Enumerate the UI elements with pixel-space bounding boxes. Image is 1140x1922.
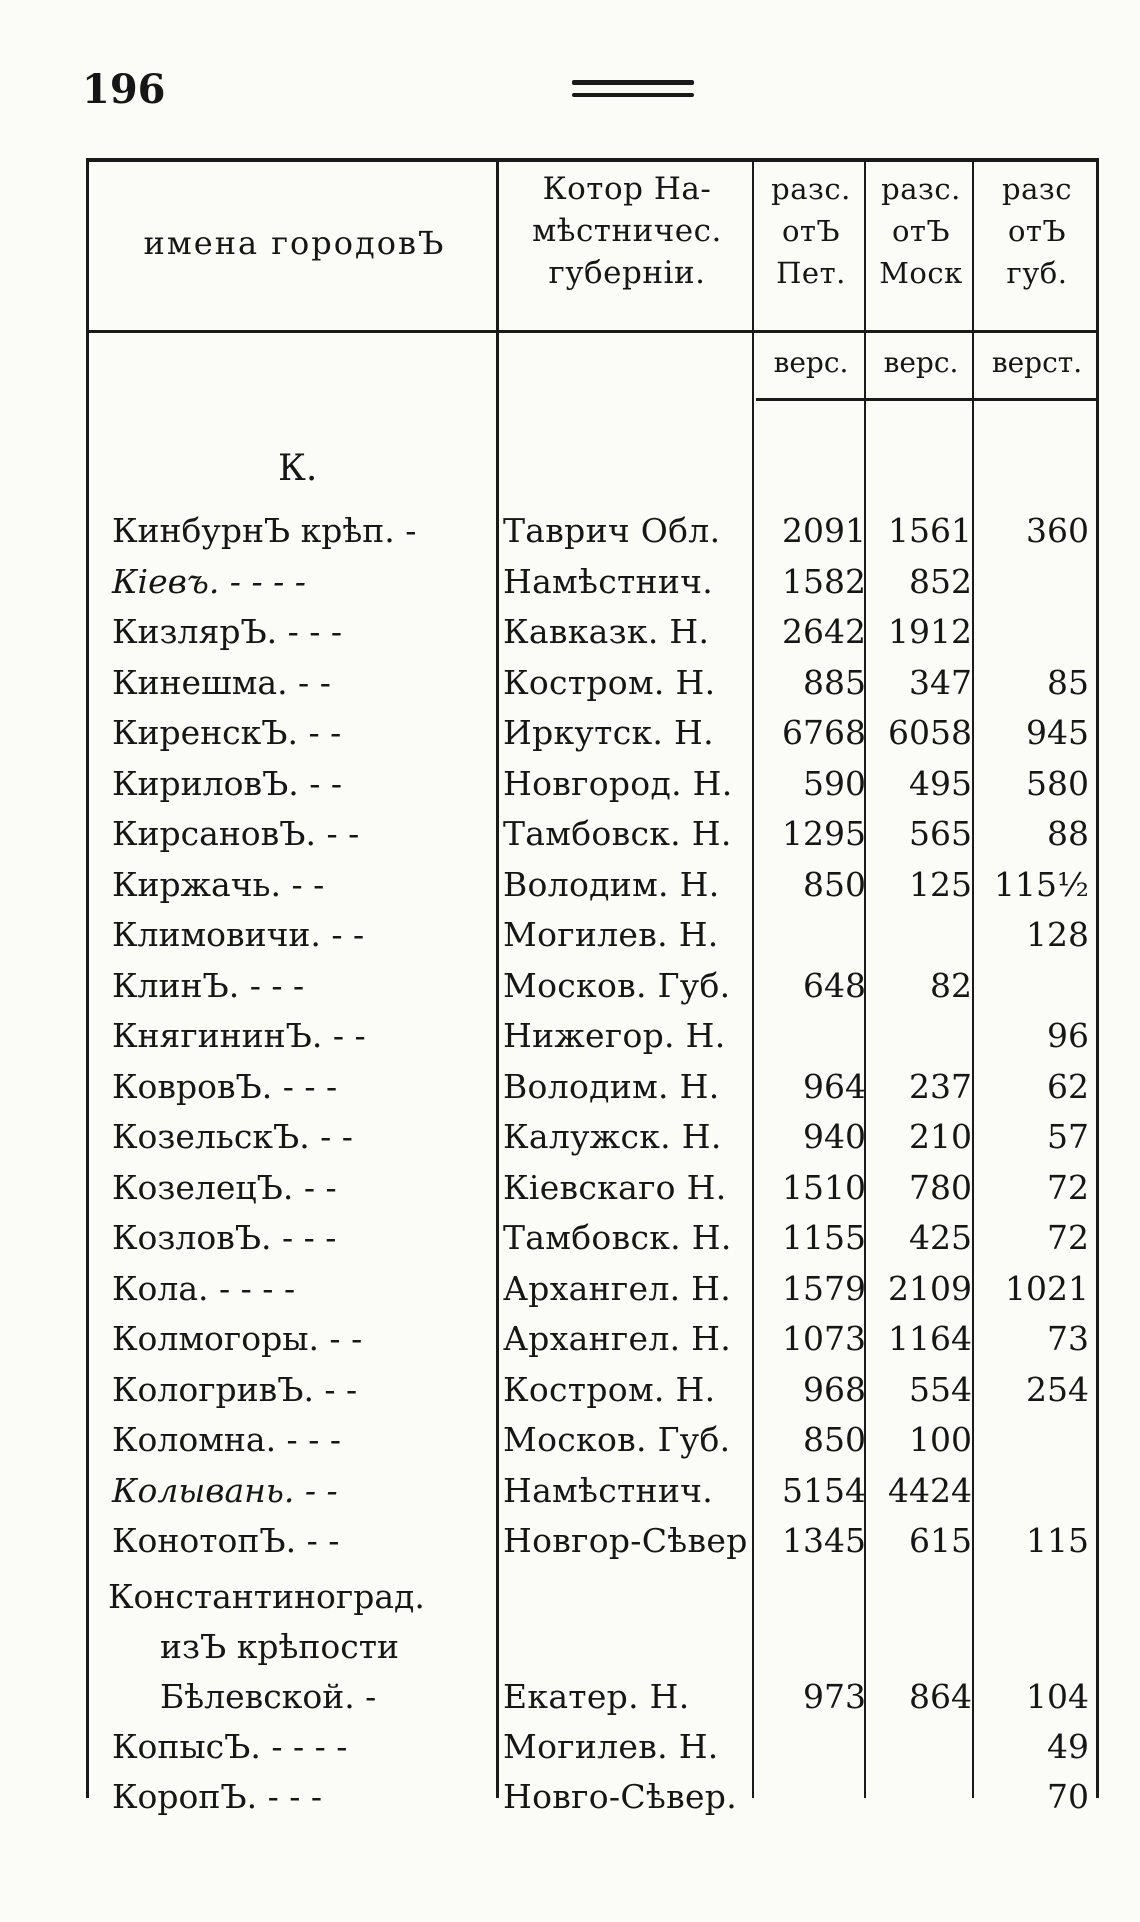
- city-name: КозельскЪ. - -: [112, 1117, 353, 1156]
- distance-petersburg: 1510: [782, 1167, 866, 1207]
- distance-moscow: 237: [909, 1066, 972, 1106]
- city-name: КонотопЪ. - -: [112, 1521, 340, 1560]
- distance-gubernia: 104: [1026, 1677, 1089, 1716]
- header-ornament: [572, 80, 694, 85]
- distance-petersburg: 885: [803, 662, 866, 702]
- city-name: Колмогоры. - -: [112, 1319, 363, 1358]
- table-row: [0, 809, 1140, 859]
- distance-petersburg: 648: [803, 965, 866, 1005]
- city-name: Кіевъ. - - - -: [112, 561, 306, 601]
- distance-petersburg: 1579: [782, 1268, 866, 1308]
- city-name: КнягининЪ. - -: [112, 1016, 366, 1055]
- gubernia: Тамбовск. Н.: [503, 1218, 732, 1257]
- distance-moscow: 347: [909, 662, 972, 702]
- section-letter: К.: [278, 448, 318, 489]
- header-city-names: имена городовЪ: [143, 224, 446, 262]
- table-row: [0, 506, 1140, 556]
- gubernia: Калужск. Н.: [503, 1117, 722, 1156]
- gubernia: Архангел. Н.: [503, 1268, 732, 1308]
- gubernia: Костром. Н.: [503, 662, 716, 702]
- city-name: КлинЪ. - - -: [112, 965, 305, 1005]
- distance-gubernia: 62: [1047, 1066, 1089, 1106]
- city-name: Кола. - - - -: [112, 1268, 296, 1308]
- gubernia: Екатер. Н.: [503, 1677, 690, 1716]
- distance-moscow: 210: [909, 1117, 972, 1156]
- distance-petersburg: 968: [803, 1369, 866, 1409]
- city-name: КиренскЪ. - -: [112, 713, 342, 752]
- header-bottom-rule: [86, 330, 1096, 333]
- table-row: [0, 658, 1140, 708]
- distance-moscow: 2109: [888, 1268, 972, 1308]
- gubernia: Могилев. Н.: [503, 915, 719, 954]
- distance-moscow: 425: [909, 1218, 972, 1257]
- table-row: [0, 1062, 1140, 1112]
- table-row: [0, 708, 1140, 758]
- gubernia: Таврич Обл.: [503, 511, 721, 550]
- city-name: КизлярЪ. - - -: [112, 612, 343, 651]
- distance-petersburg: 590: [803, 763, 866, 803]
- distance-gubernia: 945: [1026, 713, 1089, 752]
- distance-petersburg: 6768: [782, 713, 866, 752]
- distance-moscow: 864: [909, 1677, 972, 1716]
- distance-moscow: 780: [909, 1167, 972, 1207]
- distance-moscow: 1164: [888, 1319, 972, 1358]
- gubernia: Иркутск. Н.: [503, 713, 714, 752]
- distance-gubernia: 254: [1026, 1369, 1089, 1409]
- gubernia: Новго-Сѣвер.: [503, 1777, 738, 1816]
- table-row: [0, 607, 1140, 657]
- city-name: КинбурнЪ крѣп. -: [112, 511, 417, 550]
- table-row: [0, 1112, 1140, 1162]
- distance-moscow: 554: [909, 1369, 972, 1409]
- distance-moscow: 82: [930, 965, 972, 1005]
- distance-gubernia: 72: [1047, 1218, 1089, 1257]
- unit-versts-2: верс.: [883, 346, 959, 379]
- city-name: КирсановЪ. - -: [112, 814, 360, 853]
- city-name: Колывань. - -: [112, 1470, 338, 1510]
- table-row: [0, 1011, 1140, 1061]
- table-row: [0, 961, 1140, 1011]
- distance-petersburg: 940: [803, 1117, 866, 1156]
- distance-moscow: 1561: [888, 511, 972, 550]
- gubernia: Москов. Губ.: [503, 1420, 731, 1459]
- distance-moscow: 1912: [888, 612, 972, 651]
- table-row: [0, 759, 1140, 809]
- distance-gubernia: 115: [1026, 1521, 1089, 1560]
- table-row: [0, 1722, 1140, 1772]
- header-gubernia: Котор На- мѣстничес. губерніи.: [532, 171, 722, 291]
- table-row: [0, 1213, 1140, 1263]
- distance-moscow: 100: [909, 1420, 972, 1459]
- city-name: КологривЪ. - -: [112, 1369, 358, 1409]
- table-row: [0, 1572, 1140, 1622]
- table-row: [0, 910, 1140, 960]
- table-row: [0, 1163, 1140, 1213]
- distance-petersburg: 2091: [782, 511, 866, 550]
- gubernia: Намѣстнич.: [503, 1470, 714, 1510]
- city-name: Климовичи. - -: [112, 915, 365, 954]
- distance-petersburg: 1155: [782, 1218, 866, 1257]
- header-distance-petersburg: разс. отЪ Пет.: [771, 172, 851, 290]
- city-name: КоропЪ. - - -: [112, 1777, 323, 1816]
- distance-gubernia: 128: [1026, 915, 1089, 954]
- gubernia: Архангел. Н.: [503, 1319, 732, 1358]
- gubernia: Кавказк. Н.: [503, 612, 710, 651]
- gubernia: Тамбовск. Н.: [503, 814, 732, 853]
- table-row: [0, 1672, 1140, 1722]
- city-name: Константиноград.: [108, 1577, 425, 1616]
- distance-petersburg: 1345: [782, 1521, 866, 1560]
- table-row: [0, 1264, 1140, 1314]
- distance-moscow: 125: [909, 864, 972, 904]
- distance-gubernia: 580: [1026, 763, 1089, 803]
- distance-moscow: 852: [909, 561, 972, 601]
- table-row: [0, 1772, 1140, 1822]
- city-name: Коломна. - - -: [112, 1420, 341, 1459]
- table-row: [0, 1622, 1140, 1672]
- distance-gubernia: 360: [1026, 511, 1089, 550]
- gubernia: Нижегор. Н.: [503, 1016, 726, 1055]
- unit-versts-3: верст.: [991, 346, 1083, 379]
- table-row: [0, 1365, 1140, 1415]
- gubernia: Володим. Н.: [503, 864, 720, 904]
- table-row: [0, 1415, 1140, 1465]
- distance-gubernia: 115½: [994, 864, 1089, 904]
- header-distance-gubernia: разс отЪ губ.: [1002, 172, 1072, 290]
- distance-petersburg: 850: [803, 1420, 866, 1459]
- distance-gubernia: 49: [1047, 1727, 1089, 1766]
- distance-gubernia: 1021: [1005, 1268, 1089, 1308]
- distance-petersburg: 964: [803, 1066, 866, 1106]
- table-row: [0, 860, 1140, 910]
- city-name: КовровЪ. - - -: [112, 1066, 338, 1106]
- gubernia: Новгор-Сѣвер: [503, 1521, 748, 1560]
- distance-gubernia: 73: [1047, 1319, 1089, 1358]
- distance-petersburg: 850: [803, 864, 866, 904]
- city-name-continued: изЪ крѣпости: [160, 1627, 399, 1666]
- distance-gubernia: 96: [1047, 1016, 1089, 1055]
- header-ornament-line: [572, 93, 694, 97]
- distance-petersburg: 2642: [782, 612, 866, 651]
- distance-moscow: 6058: [888, 713, 972, 752]
- unit-versts-1: верс.: [773, 346, 849, 379]
- table-row: [0, 557, 1140, 607]
- distance-gubernia: 72: [1047, 1167, 1089, 1207]
- gubernia: Намѣстнич.: [503, 561, 714, 601]
- gubernia: Костром. Н.: [503, 1369, 716, 1409]
- city-name: КозелецЪ. - -: [112, 1167, 337, 1207]
- city-name: КопысЪ. - - - -: [112, 1727, 348, 1766]
- page-number: 196: [82, 66, 166, 113]
- gubernia: Могилев. Н.: [503, 1727, 719, 1766]
- gubernia: Володим. Н.: [503, 1066, 720, 1106]
- distance-petersburg: 1295: [782, 814, 866, 853]
- distance-moscow: 4424: [888, 1470, 972, 1510]
- table-row: [0, 1314, 1140, 1364]
- city-name-continued: Бѣлевской. -: [160, 1677, 377, 1716]
- header-distance-moscow: разс. отЪ Моск: [879, 172, 963, 290]
- table-row: [0, 1516, 1140, 1566]
- gubernia: Новгород. Н.: [503, 763, 733, 803]
- distance-gubernia: 70: [1047, 1777, 1089, 1816]
- distance-moscow: 495: [909, 763, 972, 803]
- gubernia: Москов. Губ.: [503, 965, 731, 1005]
- city-name: КириловЪ. - -: [112, 763, 343, 803]
- city-name: КозловЪ. - - -: [112, 1218, 337, 1257]
- distance-petersburg: 973: [803, 1677, 866, 1716]
- distance-petersburg: 1582: [782, 561, 866, 601]
- distance-petersburg: 5154: [782, 1470, 866, 1510]
- distance-petersburg: 1073: [782, 1319, 866, 1358]
- gubernia: Кіевскаго Н.: [503, 1167, 727, 1207]
- distance-gubernia: 57: [1047, 1117, 1089, 1156]
- table-row: [0, 1466, 1140, 1516]
- units-bottom-rule: [756, 398, 1096, 401]
- city-name: Киржачь. - -: [112, 864, 325, 904]
- distance-gubernia: 88: [1047, 814, 1089, 853]
- distance-moscow: 565: [909, 814, 972, 853]
- table-top-rule: [86, 158, 1096, 162]
- distance-gubernia: 85: [1047, 662, 1089, 702]
- distance-moscow: 615: [909, 1521, 972, 1560]
- city-name: Кинешма. - -: [112, 662, 331, 702]
